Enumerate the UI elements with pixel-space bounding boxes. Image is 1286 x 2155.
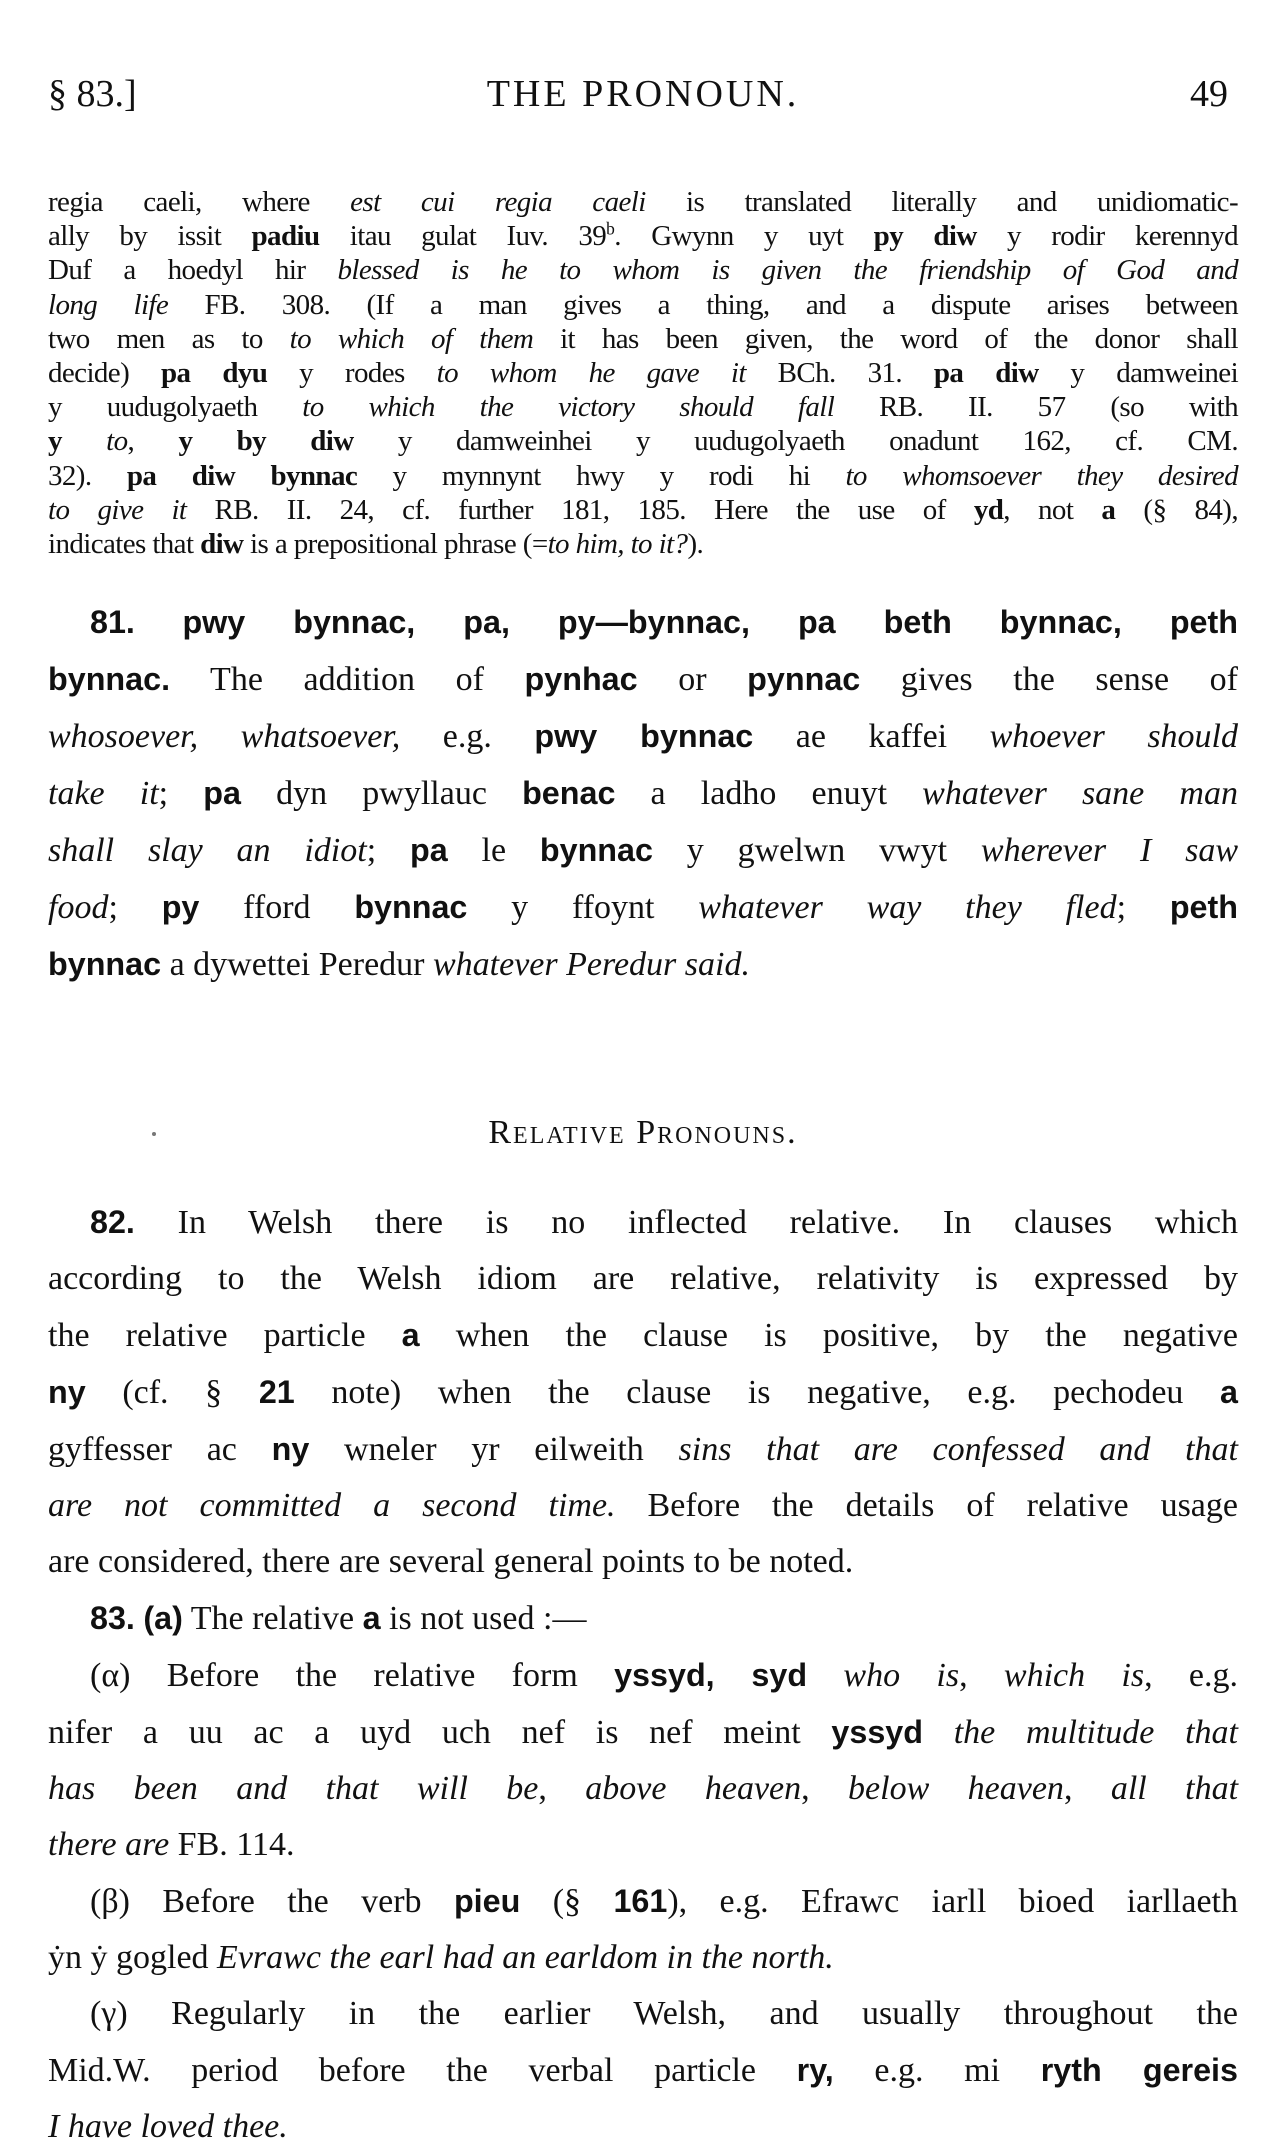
text: is translated literally and unidiomatic-: [645, 186, 1238, 218]
text: The relative: [182, 1600, 363, 1637]
italic-text: food: [48, 889, 109, 926]
text-line: [48, 493, 1238, 527]
bold-text: ny: [48, 1374, 86, 1410]
text: a ladho enuyt: [615, 775, 923, 812]
text-line: [48, 765, 1238, 822]
text-line: [48, 253, 1238, 287]
bold-text: 21: [258, 1374, 295, 1410]
italic-text: to which the victory should fall: [302, 391, 835, 424]
section-reference: § 83.]: [48, 73, 137, 115]
bold-text: padiu: [251, 220, 320, 253]
bold-text: yd: [973, 493, 1004, 526]
text: ).: [687, 528, 704, 561]
text: FB. 114.: [169, 1826, 295, 1863]
bold-text: pa diw: [933, 357, 1039, 390]
text-line: [48, 527, 1238, 561]
italic-text: who is: [843, 1657, 960, 1694]
bold-text: bynnac: [354, 889, 468, 925]
section-81: [48, 594, 1238, 993]
section-heading: Relative Pronouns.: [488, 1114, 798, 1151]
text: y ffoynt: [467, 889, 699, 926]
text-line: [48, 1307, 1238, 1364]
text: , e.g.: [1144, 1657, 1239, 1694]
text: ;: [108, 889, 162, 926]
text: ,: [538, 1770, 586, 1807]
italic-text: has been and that will be: [48, 1770, 539, 1807]
text: [62, 425, 106, 457]
bold-text: 81.: [90, 604, 135, 640]
text-line: [48, 1478, 1238, 1534]
text: according to the Welsh idiom are relative, relativity is expressed by: [48, 1260, 1238, 1297]
text: it has been given, the word of the donor shall: [533, 322, 1238, 355]
text-line: [48, 459, 1238, 493]
bold-text: yssyd, syd: [614, 1657, 808, 1693]
text: dyn pwyllauc: [240, 775, 523, 812]
text: ), e.g. Efrawc iarll bioed iarllaeth: [667, 1883, 1238, 1920]
bold-text: benac: [522, 775, 616, 811]
text-line: [48, 390, 1238, 424]
italic-text: I have loved thee.: [48, 2108, 288, 2145]
italic-text: blessed is he to whom is given the friendship of God and: [337, 254, 1238, 287]
text: In Welsh there is no inflected relative. In clauses which: [134, 1204, 1238, 1241]
text-line: [48, 1194, 1238, 1251]
text: BCh. 31.: [745, 357, 934, 390]
text: is a prepositional phrase (=: [243, 528, 548, 561]
text-line: [48, 356, 1238, 390]
text: are considered, there are several general points to be noted.: [48, 1543, 854, 1580]
text-line: [48, 1704, 1238, 1761]
text-line: [48, 322, 1238, 356]
italic-text: whosoever, whatsoever,: [48, 718, 401, 755]
italic-text: to him, to it?: [547, 528, 688, 561]
italic-text: below heaven: [848, 1770, 1064, 1807]
text-line: [48, 1986, 1238, 2042]
bold-text: a: [1220, 1374, 1238, 1410]
italic-text: to which of them: [289, 322, 534, 355]
italic-text: to whomsoever they desired: [845, 459, 1238, 492]
text: ,: [959, 1657, 1004, 1694]
text: [807, 1657, 843, 1694]
text: ;: [366, 832, 410, 869]
bold-text: (a): [143, 1600, 183, 1636]
text: indicates that: [48, 528, 201, 561]
text-line: [48, 424, 1238, 458]
text: y rodes: [267, 357, 437, 390]
text: (§: [520, 1883, 614, 1920]
bold-text: 161: [613, 1883, 668, 1919]
text: e.g.: [400, 718, 535, 755]
bold-text: pa dyu: [161, 357, 268, 390]
italic-text: whatever way they fled: [698, 889, 1117, 926]
text-line: [48, 1761, 1238, 1817]
bold-text: bynnac: [539, 832, 653, 868]
text: y rodir kerennyd: [976, 220, 1238, 253]
text-line: [48, 288, 1238, 322]
text-line: [48, 1817, 1238, 1873]
bold-text: pieu: [453, 1883, 521, 1919]
text: fford: [199, 889, 355, 926]
bold-text: py: [161, 889, 200, 925]
bold-text: pa: [409, 832, 448, 868]
text: ẏn ẏ gogled: [48, 1939, 218, 1976]
text: nifer a uu ac a uyd uch nef is nef meint: [48, 1714, 832, 1751]
text-line: [48, 936, 1238, 993]
italic-text: long life: [48, 288, 169, 321]
bold-text: ryth gereis: [1040, 2052, 1238, 2088]
text: (α) Before the relative form: [90, 1657, 615, 1694]
text: FB. 308. (If a man gives a thing, and a dispute arises between: [168, 288, 1238, 321]
bold-text: a: [1101, 493, 1116, 526]
text: is not used :—: [380, 1600, 587, 1637]
text-line: [48, 1590, 1238, 1647]
italic-text: above heaven: [585, 1770, 802, 1807]
text-line: [48, 1647, 1238, 1704]
running-header: [48, 72, 1238, 126]
text: a dywettei Peredur: [161, 946, 433, 983]
text: (cf. §: [85, 1374, 259, 1411]
text: ally by issit: [48, 220, 252, 253]
text: , not: [1003, 493, 1102, 526]
text: gives the sense of: [860, 661, 1238, 698]
bold-text: y by diw: [178, 425, 354, 458]
section-82-83: [48, 1194, 1238, 2155]
superscript: b: [606, 218, 615, 239]
text: y mynnynt hwy y rodi hi: [357, 459, 846, 492]
text: (β) Before the verb: [90, 1883, 454, 1920]
text-line: [48, 1421, 1238, 1478]
text: . Gwynn y uyt: [614, 220, 874, 253]
text: ,: [127, 425, 179, 458]
italic-text: whatever sane man: [922, 775, 1238, 812]
italic-text: Evrawc the earl had an earldom in the north.: [217, 1939, 834, 1976]
bold-text: bynnac: [48, 946, 162, 982]
bold-text: 82.: [90, 1204, 135, 1240]
italic-text: are not committed a second time.: [48, 1487, 616, 1524]
text-line: [48, 708, 1238, 765]
text: RB. II. 24, cf. further 181, 185. Here the use of: [186, 493, 974, 526]
page-title: THE PRONOUN.: [486, 73, 800, 115]
text: or: [637, 661, 748, 698]
text: 32).: [48, 459, 127, 492]
bold-text: ry,: [796, 2052, 834, 2088]
italic-text: the multitude that: [953, 1714, 1239, 1751]
text: y damweinhei y uudugolyaeth onadunt 162, cf. CM.: [353, 425, 1238, 458]
italic-text: shall slay an idiot: [48, 832, 367, 869]
italic-text: there are: [48, 1826, 170, 1863]
bold-text: yssyd: [831, 1714, 923, 1750]
text: when the clause is positive, by the negative: [419, 1317, 1238, 1354]
text: regia caeli, where: [48, 186, 351, 218]
text: note) when the clause is negative, e.g. pechodeu: [294, 1374, 1221, 1411]
bold-text: a: [362, 1600, 381, 1636]
italic-text: to give it: [48, 493, 187, 526]
text: (§ 84),: [1115, 493, 1238, 526]
bold-text: py diw: [873, 220, 977, 253]
bold-text: pynhac: [524, 661, 638, 697]
text-line: [48, 1873, 1238, 1930]
text-line: [48, 651, 1238, 708]
text: RB. II. 57 (so with: [834, 391, 1238, 424]
italic-text: all that: [1110, 1770, 1239, 1807]
italic-text: take it: [48, 775, 159, 812]
text-line: [48, 219, 1238, 253]
text: itau gulat Iuv. 39: [319, 220, 607, 253]
italic-text: whatever Peredur said.: [432, 946, 750, 983]
italic-text: sins that are confessed and that: [678, 1431, 1239, 1468]
bold-text: pa diw bynnac: [126, 459, 358, 492]
text: ,: [801, 1770, 849, 1807]
text-line: [48, 2042, 1238, 2099]
text-line: [48, 594, 1238, 651]
bold-text: pwy bynnac, pa, py—bynnac, pa beth bynnac, peth: [182, 604, 1239, 640]
text: Mid.W. period before the verbal particle: [48, 2052, 797, 2089]
bold-text: bynnac.: [48, 661, 171, 697]
bold-text: pa: [203, 775, 241, 811]
text: y uudugolyaeth: [48, 391, 303, 424]
text: ae kaffei: [753, 718, 990, 755]
bold-text: ny: [271, 1431, 310, 1467]
text: e.g. mi: [833, 2052, 1041, 2089]
text-line: [48, 822, 1238, 879]
bold-text: diw: [200, 528, 244, 561]
continued-paragraph: [48, 185, 1238, 561]
text: le: [447, 832, 540, 869]
text: y gwelwn vwyt: [652, 832, 981, 869]
text: [135, 604, 183, 641]
text: the relative particle: [48, 1317, 402, 1354]
bold-text: a: [401, 1317, 420, 1353]
text-line: [48, 2099, 1238, 2155]
text: gyffesser ac: [48, 1431, 272, 1468]
italic-text: to whom he gave it: [436, 357, 746, 390]
page-number: 49: [1190, 73, 1228, 115]
text-line: [48, 1930, 1238, 1986]
text-line: [48, 185, 1238, 219]
bold-text: pynnac: [747, 661, 861, 697]
italic-text: to: [106, 425, 128, 458]
italic-text: whoever should: [989, 718, 1238, 755]
italic-text: est cui regia caeli: [350, 186, 646, 218]
italic-text: which is: [1003, 1657, 1145, 1694]
text: ;: [158, 775, 204, 812]
text: y damweinei: [1038, 357, 1239, 390]
text: Duf a hoedyl hir: [48, 254, 338, 287]
text: Before the details of relative usage: [615, 1487, 1238, 1524]
text-line: [48, 879, 1238, 936]
text: (γ) Regularly in the earlier Welsh, and usually throughout the: [90, 1995, 1238, 2032]
text-line: [48, 1251, 1238, 1307]
bold-text: pwy bynnac: [534, 718, 754, 754]
text-line: [48, 1534, 1238, 1590]
text: wneler yr eilweith: [309, 1431, 679, 1468]
bold-text: 83.: [90, 1600, 135, 1636]
text-line: [48, 1364, 1238, 1421]
text: ,: [1063, 1770, 1111, 1807]
bold-text: peth: [1169, 889, 1238, 925]
text: two men as to: [48, 322, 290, 355]
text: The addition of: [170, 661, 525, 698]
text: ;: [1116, 889, 1170, 926]
italic-text: wherever I saw: [980, 832, 1239, 869]
text: decide): [48, 357, 162, 390]
text: [923, 1714, 954, 1751]
bold-text: y: [48, 425, 62, 458]
